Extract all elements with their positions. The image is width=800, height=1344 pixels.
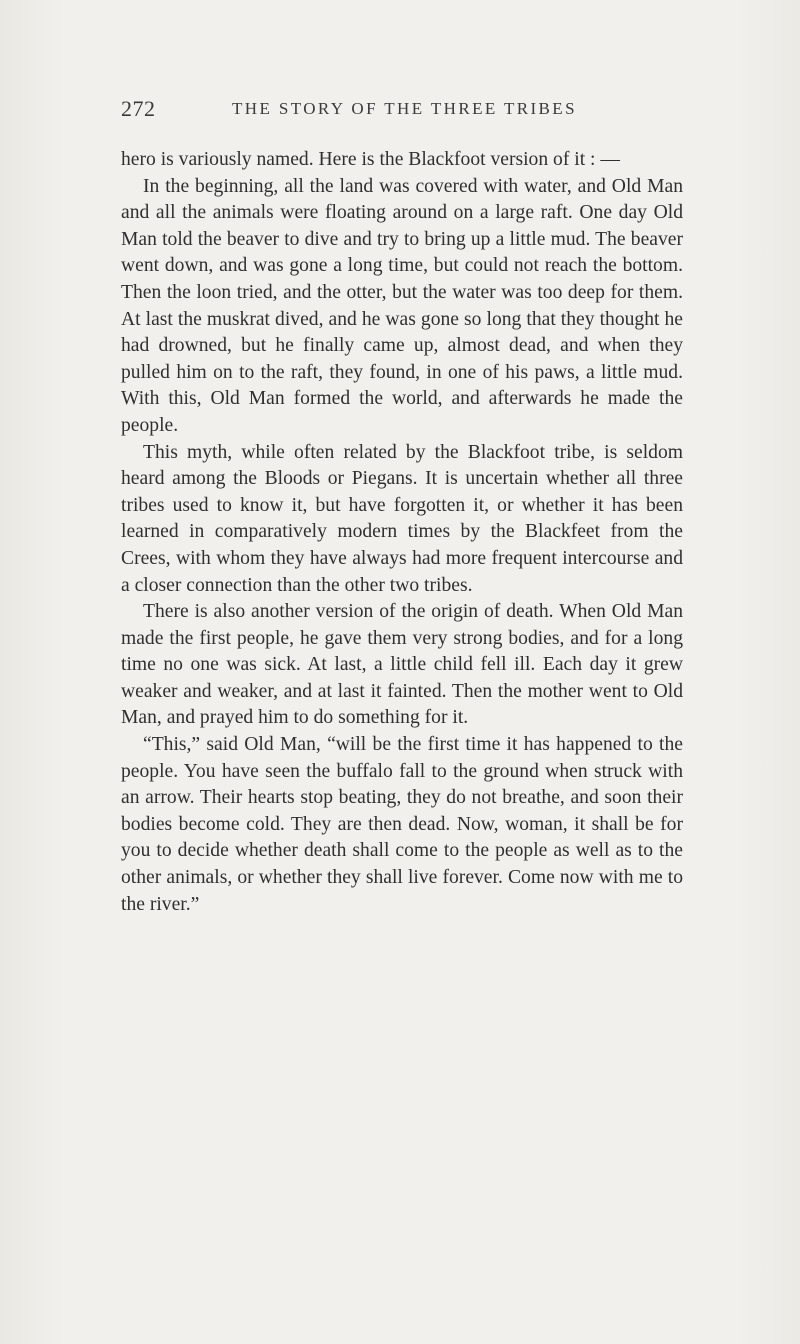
- paragraph-old-man-speech: “This,” said Old Man, “will be the first time it has happened to the people. You have seen the buffalo fall to the ground when struck with an arrow. Their hearts stop beating, they do not breathe, and soon their bodies become cold. They are then dead. Now, woman, it shall be for you to decide whether death shall come to the people as well as to the other animals, or whether they shall live forever. Come now with me to the river.”: [121, 734, 683, 915]
- body-text: [121, 147, 683, 918]
- paragraph-blackfoot-myth: In the beginning, all the land was covered with water, and Old Man and all the animals were floating around on a large raft. One day Old Man told the beaver to dive and try to bring up a little mud. The beaver went down, and was gone a long time, but could not reach the bottom. Then the loon tried, and the otter, but the water was too deep for them. At last the muskrat dived, and he was gone so long that they thought he had drowned, but he finally came up, almost dead, and when they pulled him on to the raft, they found, in one of his paws, a little mud. With this, Old Man formed the world, and afterwards he made the people.: [121, 175, 683, 436]
- page-number: 272: [121, 96, 156, 121]
- paragraph-continuation: hero is variously named. Here is the Blackfoot version of it : —: [121, 149, 620, 170]
- page-header: [121, 96, 683, 126]
- paragraph-myth-commentary: This myth, while often related by the Blackfoot tribe, is seldom heard among the Bloods or Piegans. It is uncertain whether all three tribes used to know it, but have forgotten it, or whether it has been learned in comparatively modern times by the Blackfeet from the Crees, with whom they have always had more frequent intercourse and a closer connection than the other two tribes.: [121, 441, 683, 596]
- running-head: THE STORY OF THE THREE TRIBES: [232, 99, 577, 118]
- paragraph-origin-of-death: There is also another version of the origin of death. When Old Man made the first people, he gave them very strong bodies, and for a long time no one was sick. At last, a little child fell ill. Each day it grew weaker and weaker, and at last it fainted. Then the mother went to Old Man, and prayed him to do something for it.: [121, 601, 683, 729]
